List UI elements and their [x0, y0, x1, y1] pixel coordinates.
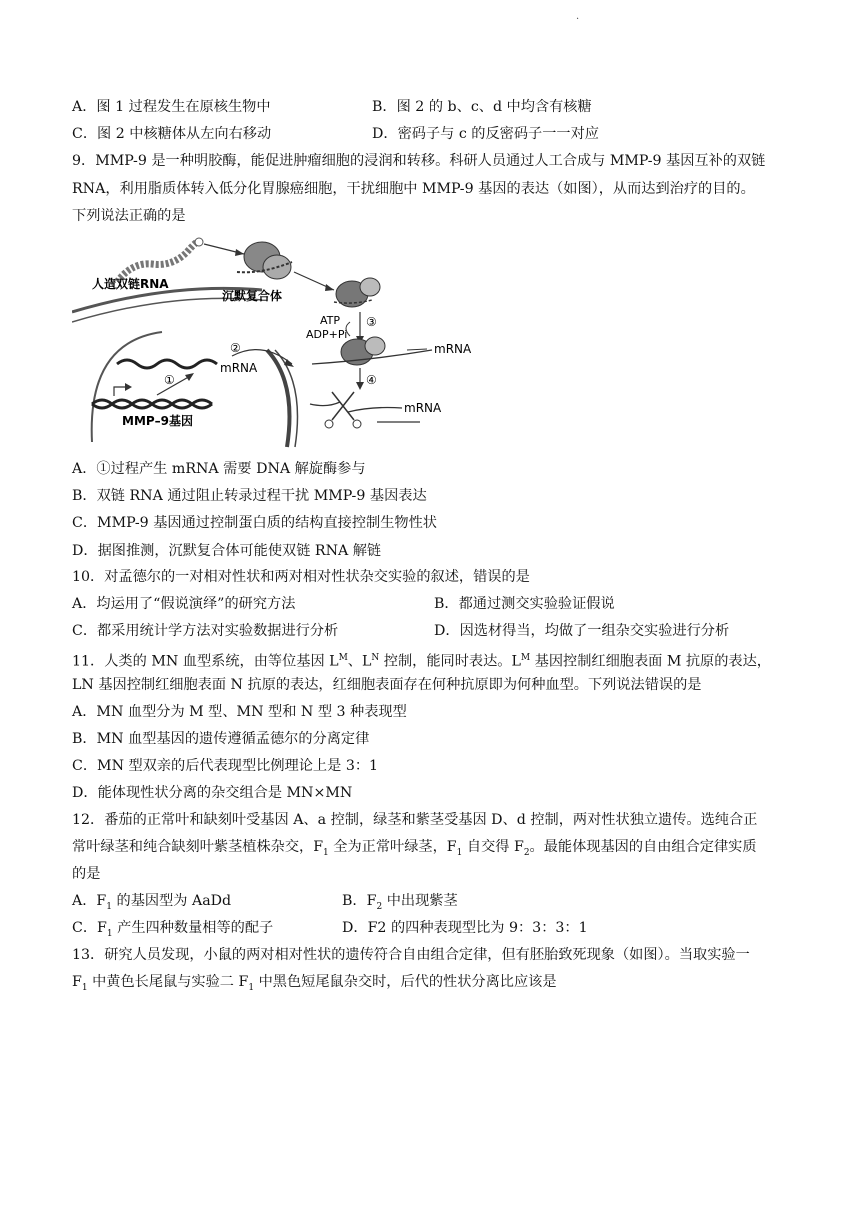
q11-stem-line-1: 11．人类的 MN 血型系统，由等位基因 $L^M$、$L^N$ 控制，能同时表达。$L^M$ 基因控制红细胞表面 M 抗原的表达， [72, 653, 771, 670]
q11-option-d: D．能体现性状分离的杂交组合是 MN×MN [72, 785, 353, 801]
figure-label-gene: MMP–9基因 [122, 414, 194, 428]
q10-option-a: A．均运用了“假说演绎”的研究方法 [72, 596, 296, 612]
q12-option-c: C．$F_1$ 产生四种数量相等的配子 [72, 920, 274, 939]
transcribed-mrna [117, 360, 217, 368]
figure-label-mrna-3: mRNA [404, 401, 442, 415]
header-mark: · [576, 14, 580, 25]
dna-helix-icon [92, 400, 212, 408]
figure-step-3: ③ [366, 315, 377, 329]
figure-label-adp: ADP+Pi [306, 328, 348, 341]
figure-label-dsrna: 人造双链RNA [92, 277, 169, 291]
q9-stem-line-2: RNA，利用脂质体转入低分化胃腺癌细胞，干扰细胞中 MMP-9 基因的表达（如图），从而达到治疗的目的。 [72, 181, 755, 197]
figure-label-mrna-1: mRNA [220, 361, 258, 375]
q8-option-c: C．图 2 中核糖体从左向右移动 [72, 126, 272, 142]
figure-step-1: ① [164, 373, 175, 387]
q13-stem-line-2: $F_1$ 中黄色长尾鼠与实验二 $F_1$ 中黑色短尾鼠杂交时，后代的性状分离比应该是 [72, 974, 557, 993]
q9-option-d: D．据图推测，沉默复合体可能使双链 RNA 解链 [72, 543, 382, 559]
q12-stem-line-3: 的是 [72, 866, 101, 882]
q12-option-b: B．$F_2$ 中出现紫茎 [342, 893, 458, 912]
q9-option-b: B．双链 RNA 通过阻止转录过程干扰 MMP-9 基因表达 [72, 488, 427, 504]
q9-option-c: C．MMP-9 基因通过控制蛋白质的结构直接控制生物性状 [72, 515, 437, 531]
figure-label-atp: ATP [320, 314, 341, 327]
q9-stem-line-1: 9．MMP-9 是一种明胶酶，能促进肿瘤细胞的浸润和转移。科研人员通过人工合成与 MMP-9 基因互补的双链 [72, 153, 766, 169]
q10-option-d: D．因选材得当，均做了一组杂交实验进行分析 [434, 623, 730, 639]
q12-stem-line-2: 常叶绿茎和纯合缺刻叶紫茎植株杂交，$F_1$ 全为正常叶绿茎，$F_1$ 自交得 $F_2$。最能体现基因的自由组合定律实质 [72, 839, 757, 858]
q8-option-d: D．密码子与 c 的反密码子一一对应 [372, 126, 599, 142]
figure-step-4: ④ [366, 373, 377, 387]
figure-label-silencing: 沉默复合体 [222, 289, 283, 303]
q11-option-a: A．MN 血型分为 M 型、MN 型和 N 型 3 种表现型 [72, 704, 407, 720]
q8-option-b: B．图 2 的 b、c、d 中均含有核糖 [372, 99, 592, 115]
q9-option-a: A．①过程产生 mRNA 需要 DNA 解旋酶参与 [72, 461, 366, 477]
q11-option-b: B．MN 血型基因的遗传遵循孟德尔的分离定律 [72, 731, 370, 747]
q12-option-a: A．$F_1$ 的基因型为 AaDd [72, 893, 232, 912]
q11-option-c: C．MN 型双亲的后代表现型比例理论上是 3：1 [72, 758, 379, 774]
q12-stem-line-1: 12．番茄的正常叶和缺刻叶受基因 A、a 控制，绿茎和紫茎受基因 D、d 控制，两对性状独立遗传。选纯合正 [72, 812, 758, 828]
dsrna-icon [117, 242, 197, 282]
q12-option-d: D．F2 的四种表现型比为 9：3：3：1 [342, 920, 588, 936]
q8-option-a: A．图 1 过程发生在原核生物中 [72, 99, 271, 115]
q10-stem: 10．对孟德尔的一对相对性状和两对相对性状杂交实验的叙述，错误的是 [72, 569, 530, 585]
rnai-figure [72, 232, 492, 450]
q11-stem-line-2: LN 基因控制红细胞表面 N 抗原的表达，红细胞表面存在何种抗原即为何种血型。下列说法错误的是 [72, 677, 702, 693]
figure-label-mrna-2: mRNA [434, 342, 472, 356]
q13-stem-line-1: 13．研究人员发现，小鼠的两对相对性状的遗传符合自由组合定律，但有胚胎致死现象（如图）。当取实验一 [72, 947, 750, 963]
figure-step-2: ② [230, 341, 241, 355]
q10-option-b: B．都通过测交实验验证假说 [434, 596, 615, 612]
q9-stem-line-3: 下列说法正确的是 [72, 208, 186, 224]
q10-option-c: C．都采用统计学方法对实验数据进行分析 [72, 623, 339, 639]
